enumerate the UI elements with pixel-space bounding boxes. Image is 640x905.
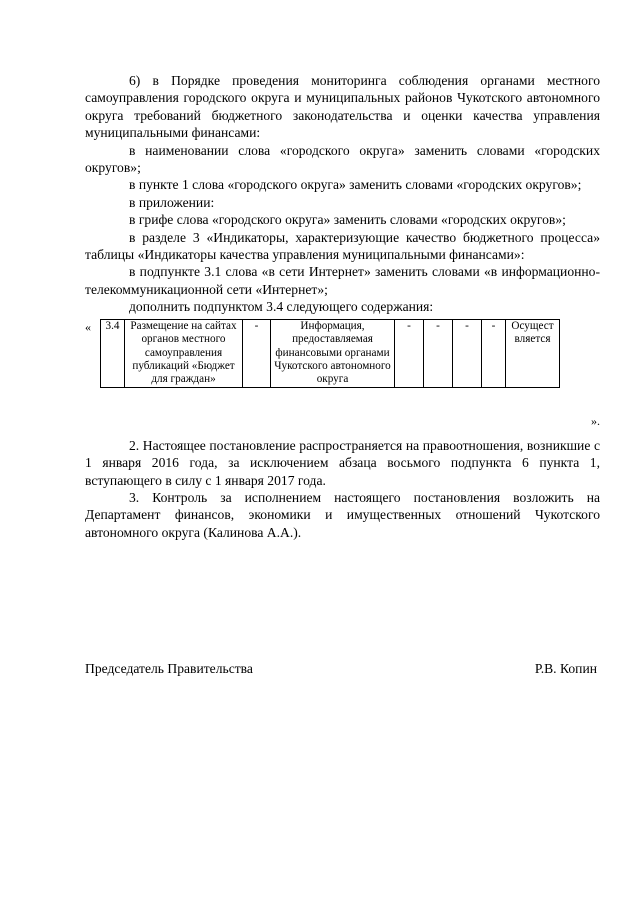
paragraph-point-2: 2. Настоящее постановление распространяется на правоотношения, возникшие с 1 января 2016 года, за исключением абзаца восьмого подпункта 6 пункта 1, вступающего в силу с 1 января 2017 года. [85, 437, 600, 488]
paragraph-subpoint-3-1: в подпункте 3.1 слова «в сети Интернет» заменить словами «в информационно-телекоммуникационной сети «Интернет»; [85, 264, 600, 297]
table-cell: - [243, 319, 271, 387]
inserted-row-table [100, 319, 560, 388]
signature-position: Председатель Правительства [85, 661, 253, 676]
paragraph-stamp-change: в грифе слова «городского округа» заменить словами «городских округов»; [129, 212, 566, 228]
table-cell: - [482, 319, 506, 387]
signature-block [85, 661, 597, 677]
table-cell: - [395, 319, 424, 387]
paragraph-item-6: 6) в Порядке проведения мониторинга соблюдения органами местного самоуправления городского округа и муниципальных районов Чукотского автономного округа требований бюджетного законодательства и оценки качества управления муниципальными финансами: [85, 73, 600, 141]
signature-name: Р.В. Копин [534, 661, 597, 676]
paragraph-point-3: 3. Контроль за исполнением настоящего постановления возложить на Департамент финансов, экономики и имущественных отношений Чукотского автономного округа (Калинова А.А.). [85, 489, 600, 540]
paragraph-point-1-change: в пункте 1 слова «городского округа» заменить словами «городских округов»; [129, 177, 582, 193]
table-cell-status: Осущест вляется [506, 319, 560, 387]
table-cell-number: 3.4 [101, 319, 125, 387]
table-cell-source: Информация, предоставляемая финансовыми органами Чукотского автономного округа [271, 319, 395, 387]
table-cell: - [453, 319, 482, 387]
close-quote: ». [591, 414, 600, 429]
table-row [101, 319, 560, 387]
paragraph-appendix: в приложении: [129, 194, 215, 210]
paragraph-add-3-4: дополнить подпунктом 3.4 следующего содержания: [129, 299, 434, 315]
document-body [85, 72, 600, 541]
paragraph-section-3: в разделе 3 «Индикаторы, характеризующие качество бюджетного процесса» таблицы «Индикаторы качества управления муниципальными финансами»: [85, 229, 600, 263]
table-cell-indicator: Размещение на сайтах органов местного самоуправления публикаций «Бюджет для граждан» [125, 319, 243, 387]
inserted-table-block [85, 319, 600, 431]
paragraph-title-change: в наименовании слова «городского округа» заменить словами «городских округов»; [85, 142, 600, 176]
table-cell: - [424, 319, 453, 387]
open-quote: « [85, 319, 91, 334]
